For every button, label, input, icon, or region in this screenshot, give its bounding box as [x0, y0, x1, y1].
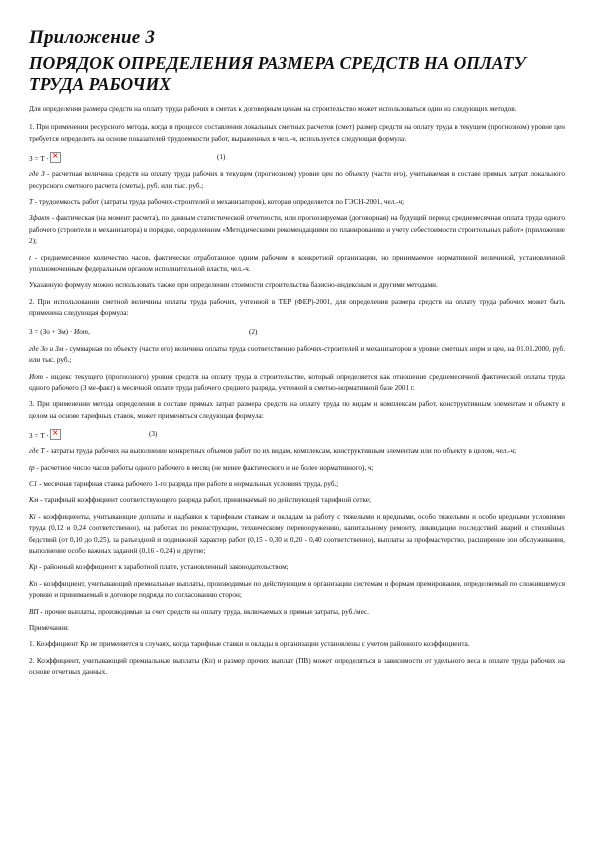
formula-3: [29, 429, 565, 441]
formula-3-text: З = Т ·: [29, 432, 49, 441]
definition-t-symbol: Т: [29, 198, 33, 207]
item-3-paragraph: 3. При применении метода определения в составе прямых затрат размера средств на оплату труда по видам и комплексам работ, конструктивным элементам и объекту в целом на основе тарифных ставок, может применяться следующая формула:: [29, 400, 565, 420]
definition-t3-text: - затраты труда рабочих на выполнение конкретных объемов работ по их видам, комплексам, конструктивным элементам или по объекту в целом, чел.-ч;: [44, 447, 517, 456]
definition-kp-text: - коэффициент, учитывающий премиальные выплаты, производимые по действующим в организации системам и формам премирования, определяемый по сложившемуся уровню и принимаемый в договоре подряда по согласованию сторон;: [29, 579, 565, 600]
formula-note: Указанную формулу можно использовать также при определении стоимости строительства базисно-индексным и другими методами.: [29, 281, 438, 290]
definition-z-symbol: где З: [29, 170, 45, 179]
definition-vp-symbol: ВП: [29, 607, 39, 616]
definition-vp-text: - прочие выплаты, производимые за счет средств на оплату труда, включаемых в прямые затраты, руб./мес.: [38, 607, 369, 616]
document-body: [29, 104, 565, 679]
definition-kr: [29, 562, 565, 573]
definition-zfact-symbol: Зфакт: [29, 214, 50, 223]
definition-km-symbol: Км: [29, 496, 39, 505]
definition-tp: [29, 463, 565, 474]
intro-paragraph: Для определения размера средств на оплату труда рабочих в сметах к договорным ценам на строительство может использоваться один из следующих методов.: [29, 105, 517, 113]
definition-zfact-text: - фактическая (на момент расчета), по данным статистической отчетности, или прогнозируемая (договорная) на будущий период среднемесячная оплата труда одного рабочего (строителя и механизатора) в порядке, определенном «Методическими рекомендациями по планированию и учету себестоимости строительных работ» (приложение 2);: [29, 214, 565, 246]
definition-kr-symbol: Кр: [29, 563, 38, 572]
broken-image-icon: [50, 152, 61, 163]
definition-t-hours-symbol: t: [29, 253, 31, 262]
definition-ki-symbol: Кi: [29, 512, 36, 521]
definition-kp: [29, 579, 565, 602]
definition-t-text: - трудоемкость работ (затраты труда рабочих-строителей и механизаторов), которая определяется по ГЭСН-2001, чел.-ч;: [33, 198, 405, 207]
definition-zo-zm-text: - суммарная по объекту (части его) величина оплаты труда соответственно рабочих-строителей и механизаторов в уровне сметных норм и цен, на 01.01.2000, руб. или тыс. руб.;: [29, 344, 565, 365]
formula-1-text: З = Т ·: [29, 155, 49, 164]
definition-km: [29, 495, 565, 506]
appendix-title: Приложение 3: [29, 27, 156, 48]
definition-iot-text: - индекс текущего (прогнозного) уровня средств на оплату труда в строительстве, который определяется как отношение среднемесячной фактической оплаты труда одного рабочего (З ме-факт) к месячной оплате труда рабочего среднего разряда, учтенной в сметно-нормативной базе 2001 г.: [29, 372, 565, 392]
definition-c1: [29, 479, 565, 490]
definition-ki-text: - коэффициенты, учитывающие доплаты и надбавки к тарифным ставкам и окладам за работу с тяжелыми и вредными, особо тяжелыми и особо вредными условиями труда (0,12 и 0,24 соответственно), на работах по реконструкции, техническому перевооружению, капитальному ремонту, ликвидации последствий аварий и стихийных бедствий (от 0,10 до 0,25), за разъездной и подвижной характер работ (0,15 - 0,30 и 0,20 - 0,40 соответственно), выплаты за профмастерство, расширение зон обслуживания, выполнение особо важных заданий (0,16 - 0,24) и другие;: [29, 512, 565, 555]
note-1: 1. Коэффициент Кр не применяется в случаях, когда тарифные ставки и оклады в организации установлены с учетом районного коэффициента.: [29, 640, 470, 649]
section-heading: ПОРЯДОК ОПРЕДЕЛЕНИЯ РАЗМЕРА СРЕДСТВ НА ОПЛАТУ ТРУДА РАБОЧИХ: [29, 53, 526, 94]
definition-t3-symbol: где Т: [29, 447, 45, 456]
definition-t-hours: [29, 253, 565, 276]
definition-vp: [29, 607, 565, 618]
definition-t-hours-text: - среднемесячное количество часов, фактически отработанное одним рабочим в конкретной организации, но принимаемое нормативной величиной, установленной уполномоченным федеральным органом исполнительной власти, чел.-ч.: [29, 253, 565, 274]
formula-2-text: З = (Зо + Зм) ·: [29, 327, 73, 336]
definition-c1-text: - месячная тарифная ставка рабочего 1-го разряда при работе в нормальных условиях труда, руб.;: [37, 479, 339, 488]
formula-1-number: (1): [217, 153, 226, 162]
note-2: 2. Коэффициент, учитывающий премиальные выплаты (Кп) и размер прочих выплат (ПВ) может определяться в зависимости от удельного веса в оплате труда рабочих на основе отчетных данных.: [29, 656, 565, 677]
definition-ki: [29, 512, 565, 558]
item-1-paragraph: 1. При применении ресурсного метода, когда в процессе составления локальных сметных расчетов (смет) размер средств на оплату труда в текущем (прогнозном) уровне цен требуется определить на основе показателей трудоемкости работ, выраженных в чел.-ч, используется следующая формула:: [29, 123, 565, 143]
formula-2-number: (2): [249, 327, 258, 336]
formula-1: [29, 152, 565, 164]
notes-title: Примечания:: [29, 624, 69, 632]
definition-kr-text: - районный коэффициент к заработной плате, установленный законодательством;: [37, 563, 289, 572]
item-2-paragraph: 2. При использовании сметной величины оплаты труда рабочих, учтенной в ТЕР (ФЕР)-2001, для определения размера средств на оплату труда рабочих может быть применена следующая формула:: [29, 297, 565, 318]
definition-km-text: - тарифный коэффициент соответствующего разряда работ, принимаемый по действующей тарифной сетке;: [38, 496, 371, 505]
formula-2: [29, 327, 565, 339]
definition-kp-symbol: Кп: [29, 579, 38, 588]
definition-c1-symbol: С1: [29, 479, 38, 488]
definition-iot: [29, 372, 565, 395]
definition-z-text: - расчетная величина средств на оплату труда рабочих в текущем (прогнозном) уровне цен по объекту (части его), учитываемая в составе прямых затрат локального ресурсного сметного расчета (сметы), руб. или тыс. руб.;: [29, 170, 566, 190]
formula-3-number: (3): [149, 430, 158, 439]
definition-tp-symbol: tр: [29, 463, 35, 472]
definition-zo-zm: [29, 344, 565, 367]
definition-zo-zm-symbol: где Зо и Зм: [29, 344, 64, 353]
definition-iot-symbol: Иот: [29, 372, 43, 381]
definition-zfact: [29, 213, 565, 247]
definition-t3: [29, 446, 565, 457]
formula-2-index: Иот,: [74, 327, 90, 336]
definition-tp-text: - расчетное число часов работы одного рабочего в месяц (не менее фактического и не более нормативного), ч;: [34, 463, 374, 472]
definition-z: [29, 169, 565, 192]
broken-image-icon: [50, 429, 61, 440]
definition-t: [29, 197, 565, 208]
